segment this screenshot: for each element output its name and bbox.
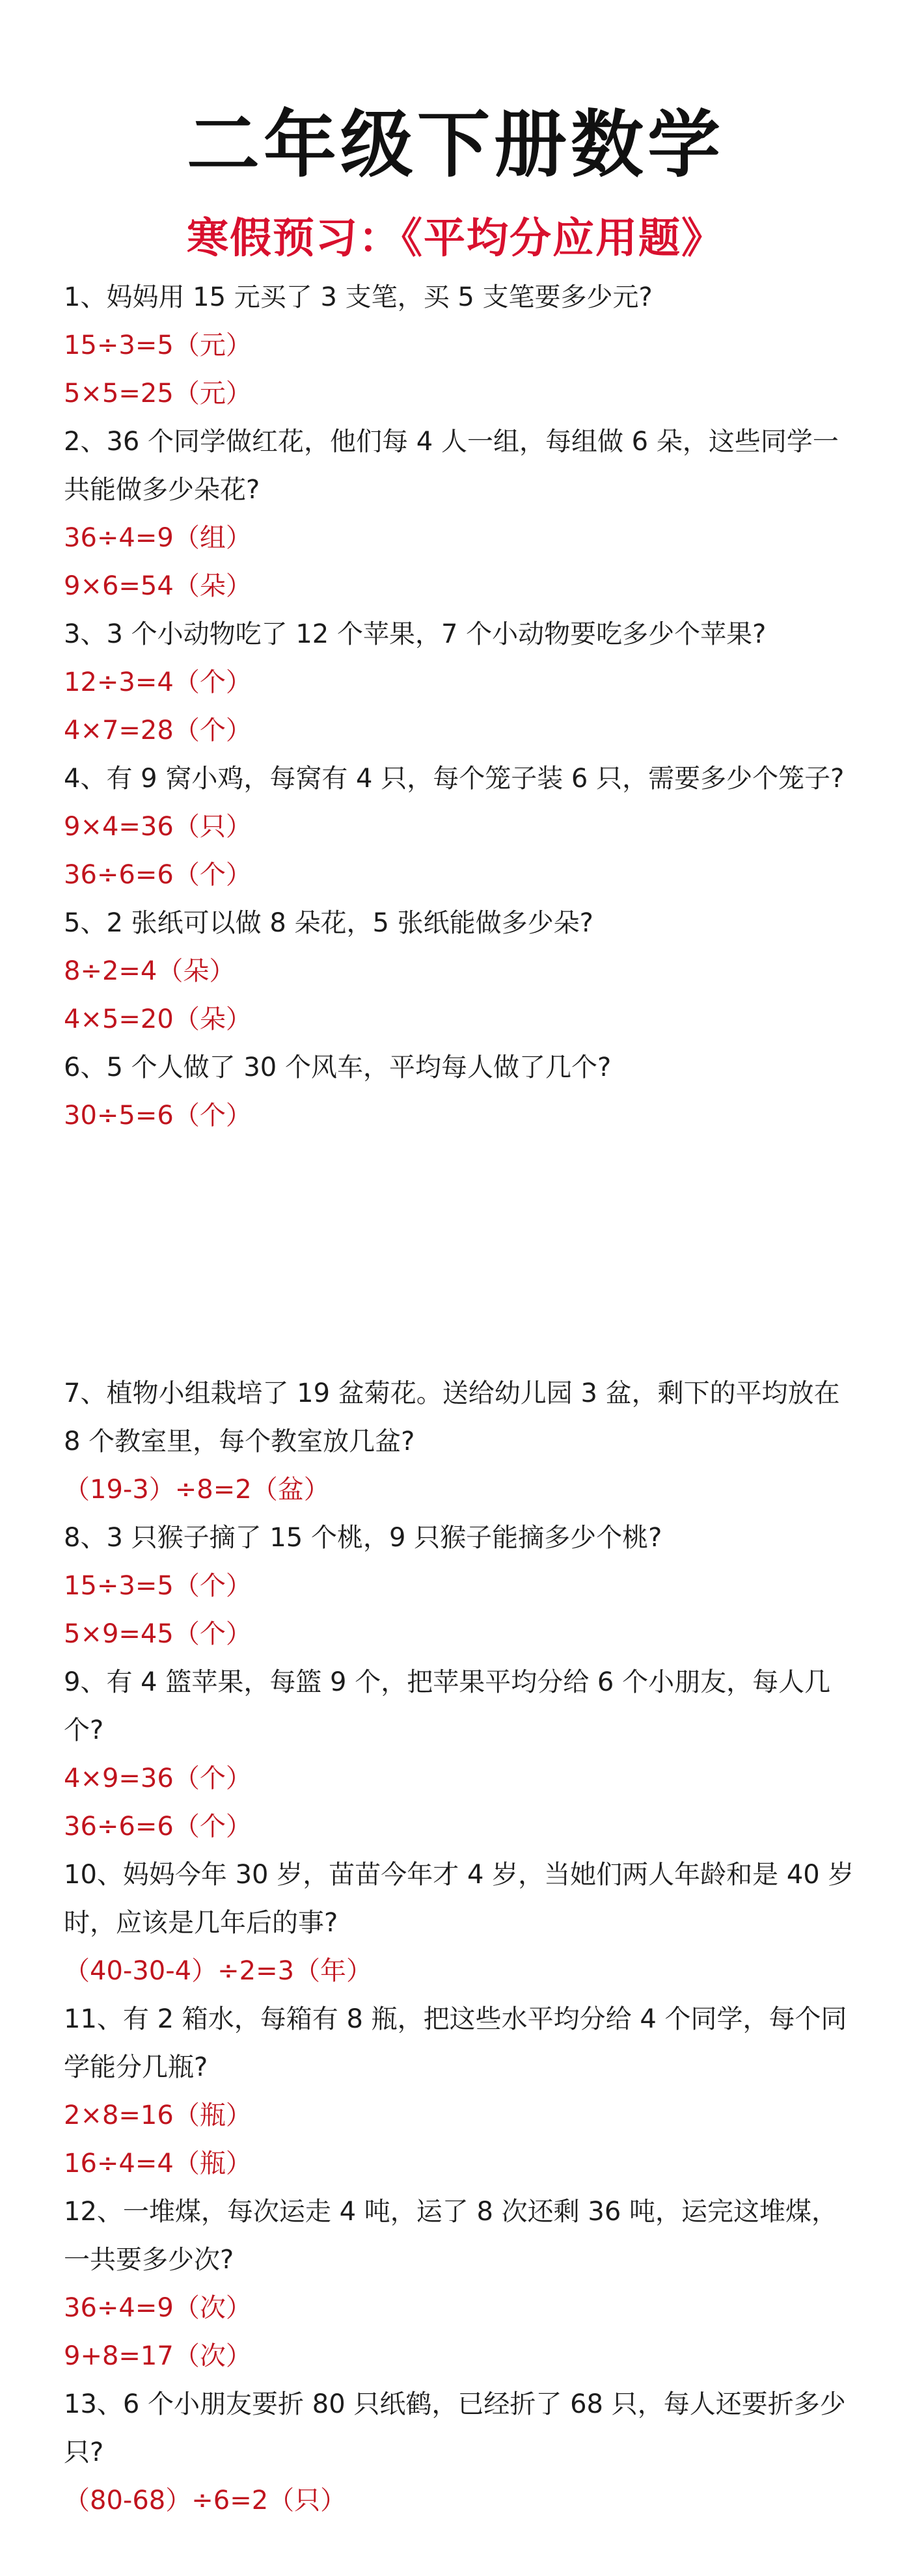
problem-8-answer-2: 5×9=45（个） (64, 1619, 252, 1649)
problem-list-part-1 (64, 273, 858, 1140)
problem-12-answer-2: 9+8=17（次） (64, 2341, 252, 2371)
problem-9-question: 9、有 4 篮苹果，每篮 9 个，把苹果平均分给 6 个小朋友，每人几个? (64, 1667, 831, 1745)
problem-1-answer-2: 5×5=25（元） (64, 379, 252, 409)
problem-5-answer-2: 4×5=20（朵） (64, 1004, 252, 1034)
problem-7-answer-1: （19-3）÷8=2（盆） (64, 1475, 330, 1505)
problem-9-answer-2: 36÷6=6（个） (64, 1812, 252, 1842)
problem-list-part-2 (64, 1369, 858, 2525)
problem-3-question: 3、3 个小动物吃了 12 个苹果，7 个小动物要吃多少个苹果? (64, 619, 767, 649)
problem-7-question: 7、植物小组栽培了 19 盆菊花。送给幼儿园 3 盆，剩下的平均放在 8 个教室里，每个教室放几盆? (64, 1378, 840, 1456)
problem-2-answer-1: 36÷4=9（组） (64, 523, 252, 553)
problem-1-answer-1: 15÷3=5（元） (64, 330, 252, 360)
problem-8-question: 8、3 只猴子摘了 15 个桃，9 只猴子能摘多少个桃? (64, 1523, 662, 1553)
problem-5-answer-1: 8÷2=4（朵） (64, 956, 236, 986)
problem-8-answer-1: 15÷3=5（个） (64, 1571, 252, 1601)
problem-13-question: 13、6 个小朋友要折 80 只纸鹤，已经折了 68 只，每人还要折多少只? (64, 2389, 846, 2467)
problem-3-answer-2: 4×7=28（个） (64, 716, 252, 745)
problem-10-answer-1: （40-30-4）÷2=3（年） (64, 1956, 373, 1986)
problem-12-question: 12、一堆煤，每次运走 4 吨，运了 8 次还剩 36 吨，运完这堆煤，一共要多少次? (64, 2197, 837, 2275)
problem-12-answer-1: 36÷4=9（次） (64, 2293, 252, 2323)
problem-6-answer-1: 30÷5=6（个） (64, 1101, 252, 1131)
problem-3-answer-1: 12÷3=4（个） (64, 667, 252, 697)
page-subtitle: 寒假预习：《平均分应用题》 (187, 215, 724, 263)
problem-5-question: 5、2 张纸可以做 8 朵花，5 张纸能做多少朵? (64, 908, 593, 938)
problem-4-answer-2: 36÷6=6（个） (64, 860, 252, 890)
problem-4-question: 4、有 9 窝小鸡，每窝有 4 只，每个笼子装 6 只，需要多少个笼子? (64, 764, 845, 794)
problem-11-answer-2: 16÷4=4（瓶） (64, 2149, 252, 2179)
problem-9-answer-1: 4×9=36（个） (64, 1764, 252, 1793)
problem-2-question: 2、36 个同学做红花，他们每 4 人一组，每组做 6 朵，这些同学一共能做多少朵花? (64, 427, 839, 505)
problem-1-question: 1、妈妈用 15 元买了 3 支笔，买 5 支笔要多少元? (64, 282, 653, 312)
problem-2-answer-2: 9×6=54（朵） (64, 571, 252, 601)
problem-13-answer-1: （80-68）÷6=2（只） (64, 2486, 347, 2516)
problem-6-question: 6、5 个人做了 30 个风车，平均每人做了几个? (64, 1053, 612, 1082)
problem-4-answer-1: 9×4=36（只） (64, 812, 252, 842)
page-title: 二年级下册数学 (187, 103, 724, 187)
problem-10-question: 10、妈妈今年 30 岁，苗苗今年才 4 岁，当她们两人年龄和是 40 岁时，应该是几年后的事? (64, 1860, 854, 1938)
problem-11-question: 11、有 2 箱水，每箱有 8 瓶，把这些水平均分给 4 个同学，每个同学能分几瓶? (64, 2004, 847, 2082)
problem-11-answer-1: 2×8=16（瓶） (64, 2100, 252, 2130)
